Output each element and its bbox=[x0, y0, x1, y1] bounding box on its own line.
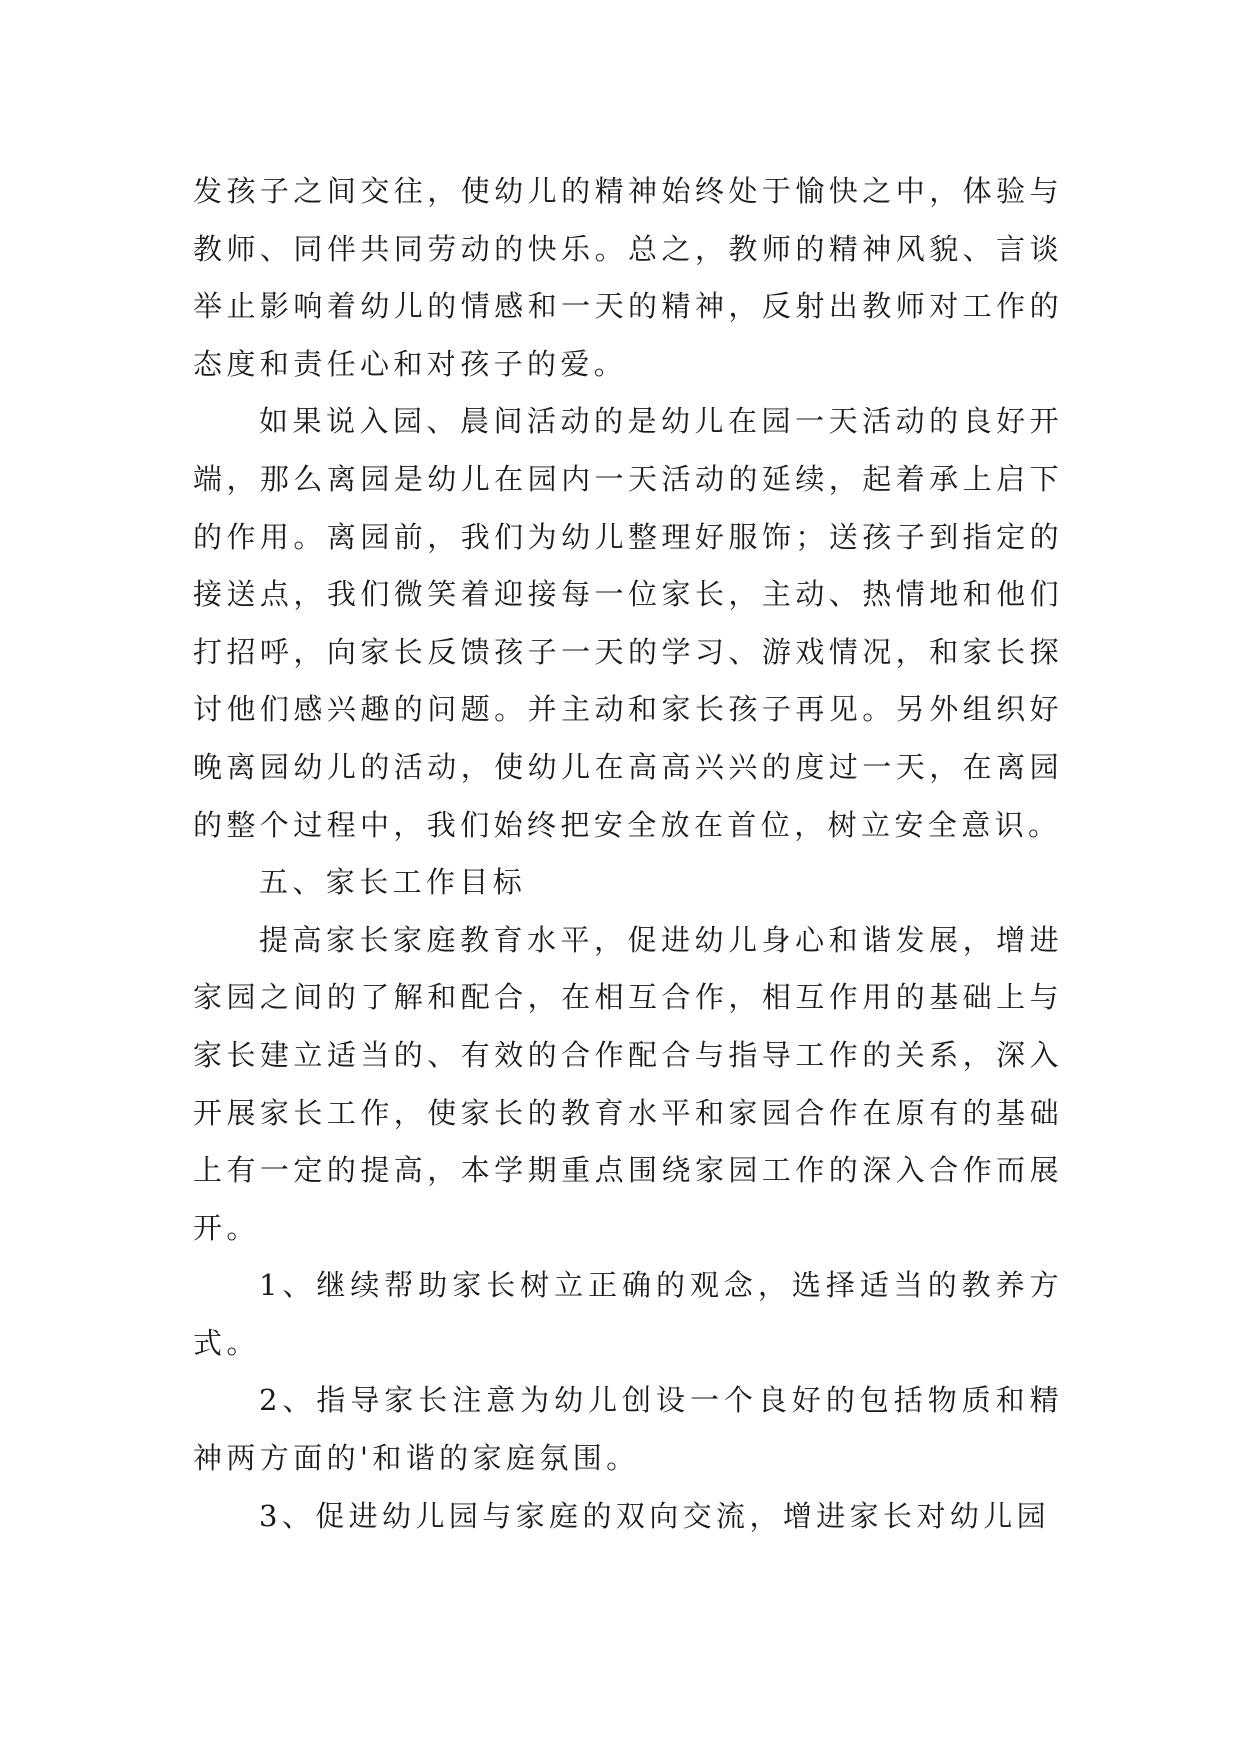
body-paragraph: 提高家长家庭教育水平，促进幼儿身心和谐发展，增进家园之间的了解和配合，在相互合作，相互作用的基础上与家长建立适当的、有效的合作配合与指导工作的关系，深入开展家长工作，使家长的教育水平和家园合作在原有的基础上有一定的提高，本学期重点围绕家园工作的深入合作而展开。 bbox=[193, 922, 1063, 1245]
document-body bbox=[193, 163, 1063, 1545]
section-heading: 五、家长工作目标 bbox=[259, 865, 527, 900]
list-item: 3、促进幼儿园与家庭的双向交流，增进家长对幼儿园 bbox=[259, 1498, 1051, 1533]
body-paragraph: 发孩子之间交往，使幼儿的精神始终处于愉快之中，体验与教师、同伴共同劳动的快乐。总之，教师的精神风貌、言谈举止影响着幼儿的情感和一天的精神，反射出教师对工作的态度和责任心和对孩子的爱。 bbox=[193, 174, 1063, 381]
list-item: 2、指导家长注意为幼儿创设一个良好的包括物质和精神两方面的'和谐的家庭氛围。 bbox=[193, 1383, 1063, 1476]
body-paragraph: 如果说入园、晨间活动的是幼儿在园一天活动的良好开端，那么离园是幼儿在园内一天活动的延续，起着承上启下的作用。离园前，我们为幼儿整理好服饰；送孩子到指定的接送点，我们微笑着迎接每一位家长，主动、热情地和他们打招呼，向家长反馈孩子一天的学习、游戏情况，和家长探讨他们感兴趣的问题。并主动和家长孩子再见。另外组织好晚离园幼儿的活动，使幼儿在高高兴兴的度过一天，在离园的整个过程中，我们始终把安全放在首位，树立安全意识。 bbox=[193, 404, 1063, 842]
list-item: 1、继续帮助家长树立正确的观念，选择适当的教养方式。 bbox=[193, 1268, 1063, 1360]
